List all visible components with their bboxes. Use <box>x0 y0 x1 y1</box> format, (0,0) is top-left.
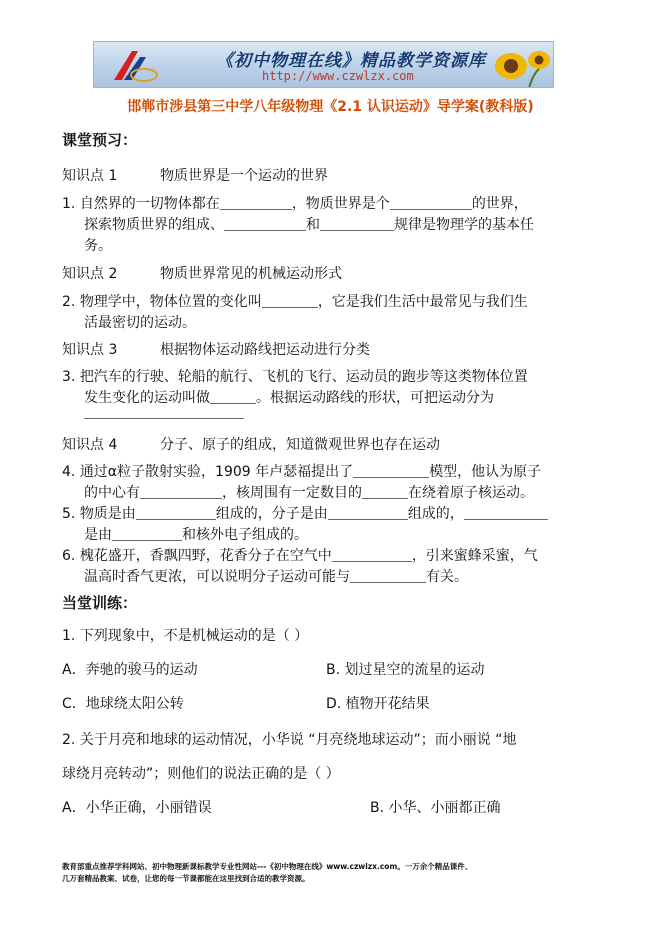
q6-line-1: 6. 槐花盛开，香飘四野，花香分子在空气中 ，引来蜜蜂采蜜，气 <box>62 548 538 564</box>
q2-line-2: 活最密切的运动。 <box>84 315 196 331</box>
answer-blank <box>353 463 429 478</box>
practice-q2-option-b: B. 小华、小丽都正确 <box>370 800 501 816</box>
q6-line-2: 温高时香气更浓，可以说明分子运动可能与 有关。 <box>84 569 468 585</box>
answer-blank <box>390 195 472 210</box>
answer-blank <box>332 547 412 562</box>
q5-number: 5. <box>62 506 76 522</box>
kp1-number: 知识点 1 <box>62 168 118 184</box>
knowledge-point-4 <box>62 434 440 454</box>
q2-line-1: 2. 物理学中，物体位置的变化叫 ，它是我们生活中最常见与我们生 <box>62 294 528 310</box>
banner-title: 《初中物理在线》精品教学资源库 <box>216 51 486 71</box>
q2-number: 2. <box>62 294 76 310</box>
answer-blank <box>362 484 408 499</box>
q1-line-3: 务。 <box>84 238 112 254</box>
answer-blank <box>464 505 548 520</box>
practice-q1-option-a: A．奔驰的骏马的运动 <box>62 662 198 678</box>
footer-line-1: 教育部重点推荐学科网站、初中物理新课标教学专业性网站---《初中物理在线》www.czwlzx.com。一万余个精品课件、 <box>62 862 473 871</box>
practice-q1-option-b: B. 划过星空的流星的运动 <box>326 662 485 678</box>
kp3-title: 根据物体运动路线把运动进行分类 <box>160 342 370 358</box>
q4-line-2: 的中心有 ，核周围有一定数目的 在绕着原子核运动。 <box>84 485 534 501</box>
practice-q1-option-c: C．地球绕太阳公转 <box>62 696 184 712</box>
answer-blank <box>350 568 426 583</box>
q1-line-2: 探索物质世界的组成、 和 规律是物理学的基本任 <box>84 217 534 233</box>
q4-number: 4. <box>62 464 76 480</box>
practice-q2-line-2: 球绕月亮转动”；则他们的说法正确的是（ ） <box>62 766 340 782</box>
footer-note <box>62 861 602 885</box>
page-title: 邯郸市涉县第三中学八年级物理《2.1 认识运动》导学案(教科版) <box>127 99 534 115</box>
q3-line-1: 3. 把汽车的行驶、轮船的航行、飞机的飞行、运动员的跑步等这类物体位置 <box>62 369 528 385</box>
practice-q2-option-a: A．小华正确，小丽错误 <box>62 800 212 816</box>
practice-q1-stem: 1. 下列现象中，不是机械运动的是（ ） <box>62 628 309 644</box>
answer-blank <box>84 404 244 419</box>
q5-line-1: 5. 物质是由 组成的，分子是由 组成的， <box>62 503 548 523</box>
q4-line-1: 4. 通过α粒子散射实验，1909 年卢瑟福提出了 模型，他认为原子 <box>62 464 542 480</box>
answer-blank <box>224 216 306 231</box>
q5-line-2: 是由 和核外电子组成的。 <box>84 527 308 543</box>
answer-blank <box>136 505 216 520</box>
preview-heading: 课堂预习： <box>62 131 138 149</box>
answer-blank <box>262 293 318 308</box>
practice-q2-line-1: 2. 关于月亮和地球的运动情况，小华说 “月亮绕地球运动”；而小丽说 “地 <box>62 732 517 748</box>
answer-blank <box>320 216 394 231</box>
kp1-title: 物质世界是一个运动的世界 <box>160 168 328 184</box>
knowledge-point-3 <box>62 339 370 359</box>
q6-number: 6. <box>62 548 76 564</box>
banner-url: http://www.czwlzx.com <box>262 69 414 83</box>
answer-blank <box>220 195 292 210</box>
q1-line-1: 1. 自然界的一切物体都在 ，物质世界是个 的世界， <box>62 196 528 212</box>
knowledge-point-1 <box>62 165 328 185</box>
q3-line-2: 发生变化的运动叫做 。根据运动路线的形状，可把运动分为 <box>84 390 494 406</box>
kp4-number: 知识点 4 <box>62 437 118 453</box>
knowledge-point-2 <box>62 263 342 283</box>
answer-blank <box>328 505 408 520</box>
q3-number: 3. <box>62 369 76 385</box>
practice-q1-option-d: D. 植物开花结果 <box>326 696 430 712</box>
kp2-number: 知识点 2 <box>62 266 118 282</box>
practice-heading: 当堂训练： <box>62 594 138 612</box>
q1-number: 1. <box>62 196 76 212</box>
header-banner <box>93 41 554 88</box>
sunflower-icon <box>489 44 553 88</box>
kp3-number: 知识点 3 <box>62 342 118 358</box>
logo-icon <box>110 47 160 84</box>
answer-blank <box>210 389 256 404</box>
answer-blank <box>140 484 222 499</box>
answer-blank <box>112 526 182 541</box>
q3-line-3 <box>84 404 244 421</box>
kp4-title: 分子、原子的组成，知道微观世界也存在运动 <box>160 437 440 453</box>
kp2-title: 物质世界常见的机械运动形式 <box>160 266 342 282</box>
footer-line-2: 几万套精品教案、试卷，让您的每一节课都能在这里找到合适的教学资源。 <box>62 874 310 883</box>
